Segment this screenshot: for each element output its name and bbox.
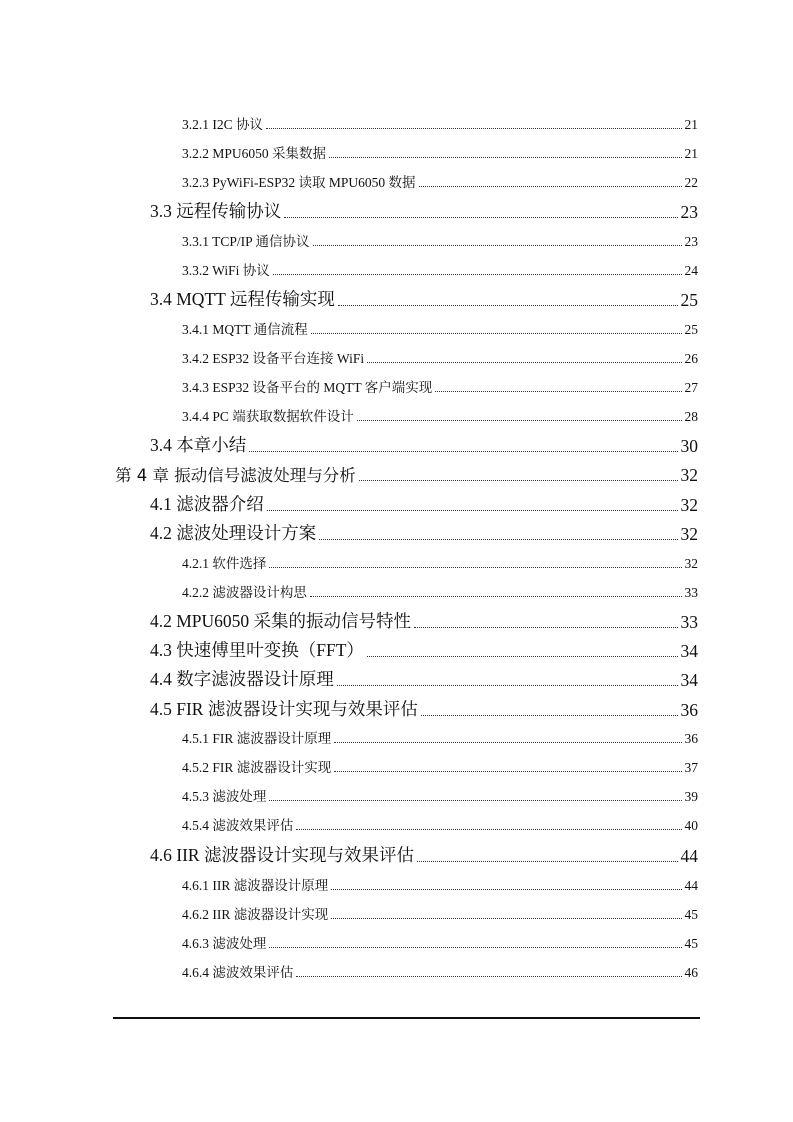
toc-entry[interactable] <box>182 347 698 367</box>
toc-entry[interactable] <box>182 903 698 923</box>
toc-entry[interactable] <box>150 520 698 545</box>
toc-dot-leader <box>359 480 678 481</box>
toc-dot-leader <box>331 889 681 890</box>
toc-entry-title: 4.2 MPU6050 采集的振动信号特性 <box>150 611 412 631</box>
toc-page-number: 36 <box>684 731 698 746</box>
toc-entry-title: 3.3.1 TCP/IP 通信协议 <box>182 234 310 249</box>
toc-entry[interactable] <box>182 756 698 776</box>
toc-entry-title: 4.6.3 滤波处理 <box>182 936 267 951</box>
toc-page-number: 45 <box>684 907 698 922</box>
toc-entry-title: 4.6 IIR 滤波器设计实现与效果评估 <box>150 845 414 865</box>
toc-dot-leader <box>273 274 682 275</box>
toc-page-number: 44 <box>684 878 698 893</box>
toc-dot-leader <box>334 771 681 772</box>
toc-entry-title: 3.4.4 PC 端获取数据软件设计 <box>182 409 354 424</box>
toc-entry-title: 4.5.2 FIR 滤波器设计实现 <box>182 760 332 775</box>
toc-dot-leader <box>357 420 682 421</box>
toc-dot-leader <box>337 685 678 686</box>
toc-entry[interactable] <box>150 696 698 721</box>
toc-page-number: 34 <box>680 670 698 690</box>
toc-entry-title: 第 4 章 振动信号滤波处理与分析 <box>115 466 356 485</box>
footer-rule <box>113 1017 700 1019</box>
toc-entry[interactable] <box>182 785 698 805</box>
toc-entry-title: 4.2 滤波处理设计方案 <box>150 523 317 543</box>
toc-entry[interactable] <box>182 932 698 952</box>
toc-entry[interactable] <box>182 405 698 425</box>
toc-entry[interactable] <box>150 198 698 223</box>
toc-dot-leader <box>311 333 682 334</box>
toc-dot-leader <box>421 715 678 716</box>
toc-page-number: 23 <box>680 202 698 222</box>
toc-entry[interactable] <box>182 961 698 981</box>
toc-entry[interactable] <box>182 318 698 338</box>
toc-dot-leader <box>331 918 681 919</box>
toc-entry[interactable] <box>150 432 698 457</box>
toc-entry-title: 3.4.1 MQTT 通信流程 <box>182 322 308 337</box>
toc-page-number: 32 <box>680 465 698 485</box>
toc-page-number: 36 <box>680 700 698 720</box>
toc-page-number: 34 <box>680 641 698 661</box>
toc-entry[interactable] <box>150 608 698 633</box>
toc-dot-leader <box>338 305 678 306</box>
toc-dot-leader <box>419 186 682 187</box>
toc-entry[interactable] <box>150 637 698 662</box>
toc-entry[interactable] <box>182 259 698 279</box>
toc-entry[interactable] <box>150 842 698 867</box>
toc-entry[interactable] <box>182 581 698 601</box>
toc-entry[interactable] <box>150 491 698 516</box>
toc-page-number: 27 <box>684 380 698 395</box>
toc-page-number: 28 <box>684 409 698 424</box>
toc-dot-leader <box>319 539 677 540</box>
toc-dot-leader <box>249 451 677 452</box>
toc-dot-leader <box>435 391 681 392</box>
toc-page-number: 33 <box>680 612 698 632</box>
toc-dot-leader <box>414 627 677 628</box>
toc-dot-leader <box>296 829 681 830</box>
toc-dot-leader <box>367 656 678 657</box>
toc-entry-title: 4.1 滤波器介绍 <box>150 494 264 514</box>
toc-dot-leader <box>267 510 678 511</box>
toc-dot-leader <box>266 128 682 129</box>
toc-entry-title: 3.2.3 PyWiFi-ESP32 读取 MPU6050 数据 <box>182 175 416 190</box>
toc-page-number: 32 <box>684 556 698 571</box>
toc-entry[interactable] <box>182 113 698 133</box>
toc-page-number: 25 <box>684 322 698 337</box>
toc-entry-title: 3.3.2 WiFi 协议 <box>182 263 270 278</box>
toc-page-number: 40 <box>684 818 698 833</box>
toc-entry-title: 3.2.1 I2C 协议 <box>182 117 263 132</box>
toc-entry-title: 3.4.2 ESP32 设备平台连接 WiFi <box>182 351 365 366</box>
toc-page-number: 32 <box>680 524 698 544</box>
toc-entry[interactable] <box>182 552 698 572</box>
toc-page-number: 23 <box>684 234 698 249</box>
toc-entry-title: 4.6.4 滤波效果评估 <box>182 965 294 980</box>
toc-dot-leader <box>334 742 681 743</box>
toc-entry-title: 4.5.1 FIR 滤波器设计原理 <box>182 731 332 746</box>
toc-dot-leader <box>284 217 677 218</box>
toc-entry[interactable] <box>182 874 698 894</box>
toc-entry[interactable] <box>115 462 698 486</box>
toc-dot-leader <box>367 362 681 363</box>
toc-entry-title: 4.4 数字滤波器设计原理 <box>150 669 334 689</box>
toc-entry-title: 4.5.3 滤波处理 <box>182 789 267 804</box>
toc-entry[interactable] <box>182 727 698 747</box>
toc-entry-title: 3.4 本章小结 <box>150 435 247 455</box>
toc-entry-title: 4.2.2 滤波器设计构思 <box>182 585 307 600</box>
toc-entry-title: 3.2.2 MPU6050 采集数据 <box>182 146 327 161</box>
toc-page-number: 33 <box>684 585 698 600</box>
toc-entry-title: 4.6.2 IIR 滤波器设计实现 <box>182 907 329 922</box>
toc-entry-title: 3.3 远程传输协议 <box>150 201 282 221</box>
toc-entry[interactable] <box>182 230 698 250</box>
toc-dot-leader <box>269 947 681 948</box>
toc-page-number: 32 <box>680 495 698 515</box>
toc-page-number: 21 <box>684 117 698 132</box>
toc-entry-title: 4.5.4 滤波效果评估 <box>182 818 294 833</box>
toc-page-number: 22 <box>684 175 698 190</box>
toc-entry[interactable] <box>150 286 698 311</box>
toc-page-number: 25 <box>680 290 698 310</box>
toc-dot-leader <box>329 157 681 158</box>
toc-dot-leader <box>269 800 681 801</box>
toc-entry-title: 4.3 快速傅里叶变换（FFT） <box>150 640 364 660</box>
toc-dot-leader <box>417 861 678 862</box>
toc-page-number: 37 <box>684 760 698 775</box>
toc-page-number: 24 <box>684 263 698 278</box>
toc-entry[interactable] <box>182 171 698 191</box>
toc-entry[interactable] <box>182 376 698 396</box>
toc-page-number: 39 <box>684 789 698 804</box>
toc-entry-title: 3.4 MQTT 远程传输实现 <box>150 289 335 309</box>
toc-page-number: 21 <box>684 146 698 161</box>
toc-page-number: 26 <box>684 351 698 366</box>
toc-entry[interactable] <box>182 142 698 162</box>
toc-entry-title: 4.6.1 IIR 滤波器设计原理 <box>182 878 329 893</box>
toc-entry-title: 4.5 FIR 滤波器设计实现与效果评估 <box>150 699 418 719</box>
toc-dot-leader <box>313 245 682 246</box>
toc-entry-title: 4.2.1 软件选择 <box>182 556 267 571</box>
toc-page-number: 45 <box>684 936 698 951</box>
toc-entry[interactable] <box>150 666 698 691</box>
toc-page-number: 30 <box>680 436 698 456</box>
toc-dot-leader <box>269 567 681 568</box>
toc-entry[interactable] <box>182 814 698 834</box>
toc-page-number: 44 <box>680 846 698 866</box>
toc-page-number: 46 <box>684 965 698 980</box>
toc-entry-title: 3.4.3 ESP32 设备平台的 MQTT 客户端实现 <box>182 380 433 395</box>
toc-dot-leader <box>296 976 681 977</box>
toc-dot-leader <box>310 596 682 597</box>
